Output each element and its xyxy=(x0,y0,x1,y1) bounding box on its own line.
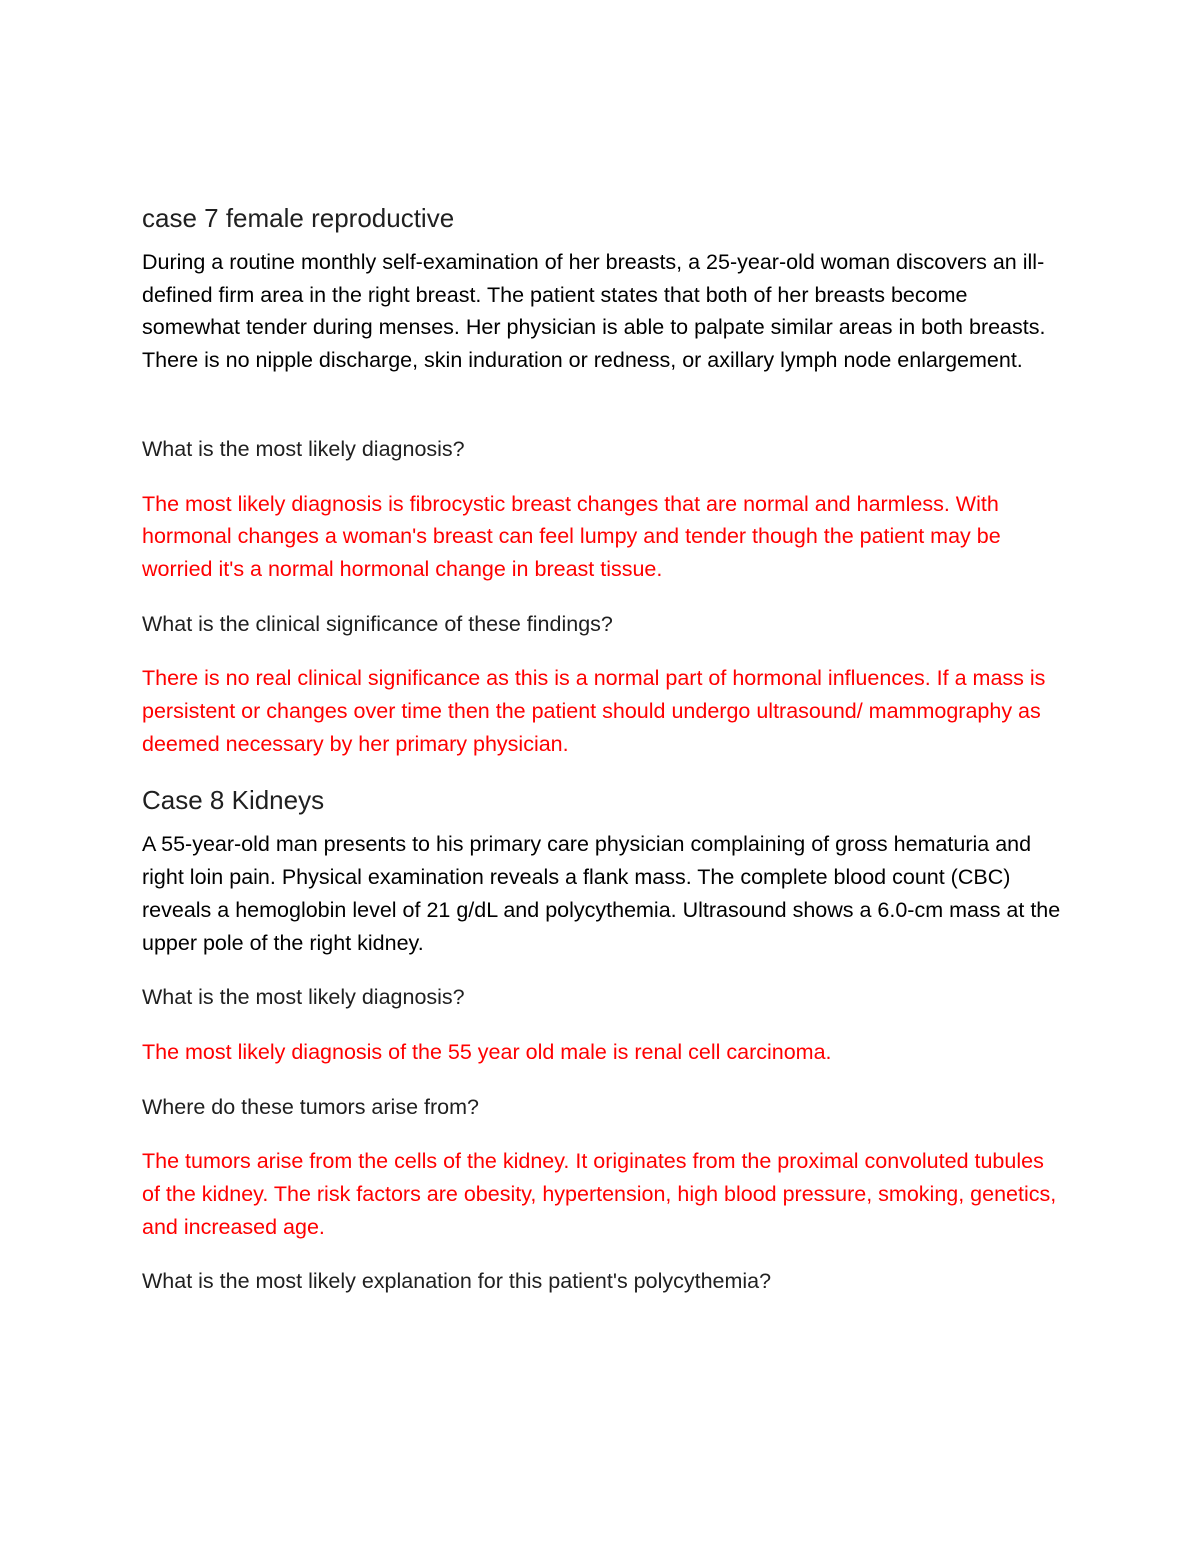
case8-question-diagnosis: What is the most likely diagnosis? xyxy=(142,985,465,1010)
case8-heading: Case 8 Kidneys xyxy=(142,785,325,816)
case7-answer-diagnosis: The most likely diagnosis is fibrocystic breast changes that are normal and harmless. With hormonal changes a woman's breast can feel lumpy and tender though the patient may be worried it's a normal hormonal change in breast tissue. xyxy=(142,491,1001,581)
spacer xyxy=(142,399,1067,433)
case8-scenario: A 55-year-old man presents to his primary care physician complaining of gross hematuria and right loin pain. Physical examination reveals a flank mass. The complete blood count (CBC) reveals a hemoglobin level of 21 g/dL and polycythemia. Ultrasound shows a 6.0-cm mass at the upper pole of the right kidney. xyxy=(142,832,1061,955)
case8-question-polycythemia: What is the most likely explanation for this patient's polycythemia? xyxy=(142,1269,772,1294)
case7-question-significance: What is the clinical significance of these findings? xyxy=(142,611,613,636)
case8-answer-origin: The tumors arise from the cells of the kidney. It originates from the proximal convoluted tubules of the kidney. The risk factors are obesity, hypertension, high blood pressure, smoking, genetics, and increased age. xyxy=(142,1149,1057,1239)
case7-question-diagnosis: What is the most likely diagnosis? xyxy=(142,436,465,461)
case7-answer-significance: There is no real clinical significance as this is a normal part of hormonal influences. If a mass is persistent or changes over time then the patient should undergo ultrasound/ mammography as deemed necessary by her primary physician. xyxy=(142,666,1046,756)
document-page xyxy=(142,200,1067,1320)
case8-question-origin: Where do these tumors arise from? xyxy=(142,1094,479,1119)
case8-answer-diagnosis: The most likely diagnosis of the 55 year old male is renal cell carcinoma. xyxy=(142,1039,832,1064)
case7-scenario: During a routine monthly self-examination of her breasts, a 25-year-old woman discovers an ill-defined firm area in the right breast. The patient states that both of her breasts become somewhat tender during menses. Her physician is able to palpate similar areas in both breasts. There is no nipple discharge, skin induration or redness, or axillary lymph node enlargement. xyxy=(142,250,1046,373)
case7-heading: case 7 female reproductive xyxy=(142,203,455,233)
